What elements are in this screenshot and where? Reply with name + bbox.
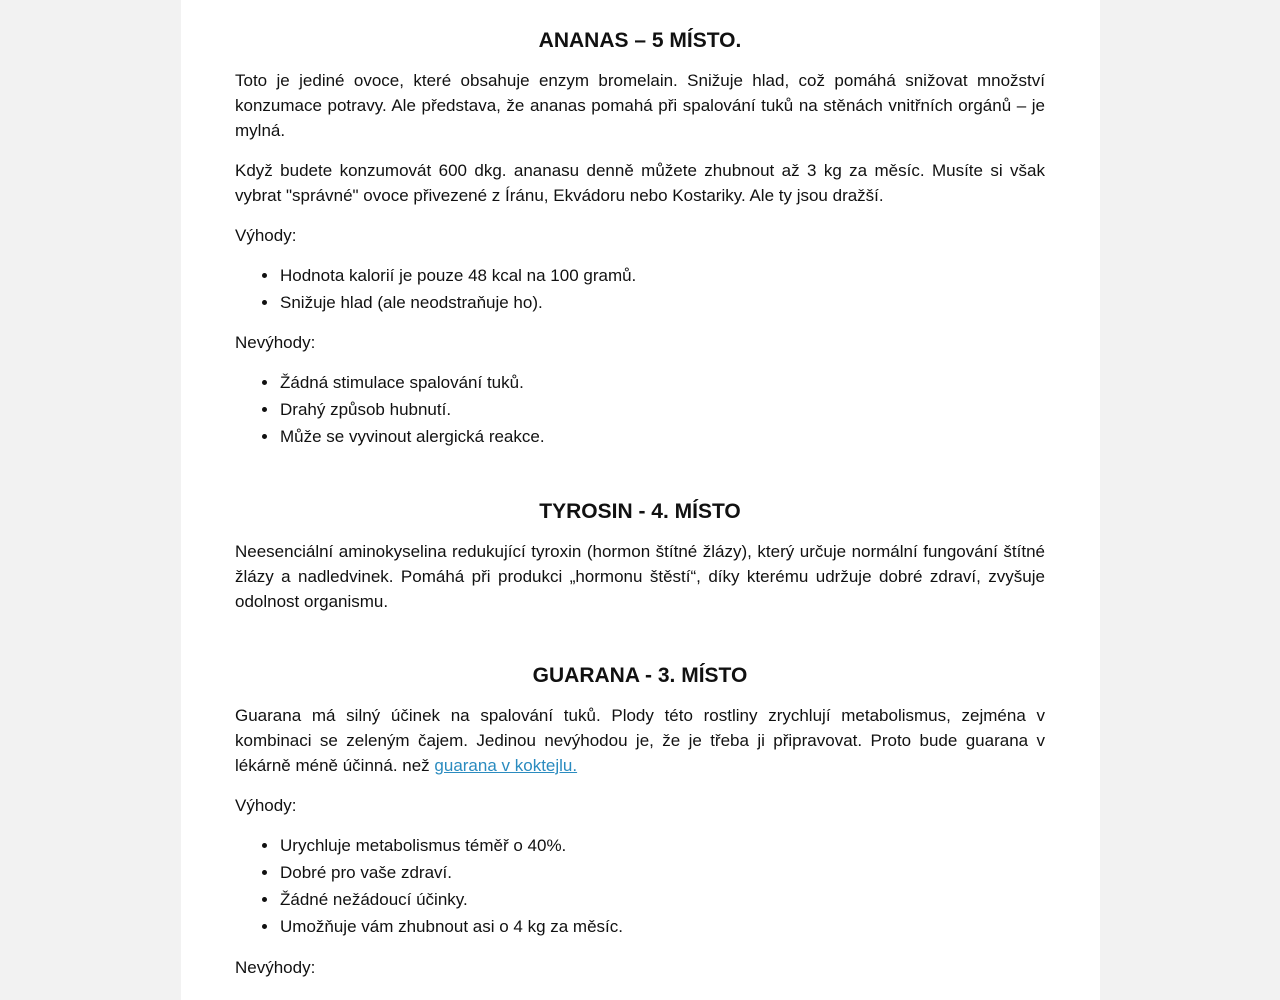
list-item: Urychluje metabolismus téměř o 40%. (280, 832, 1045, 859)
paragraph-guarana-1 (235, 703, 1045, 778)
list-item: Snižuje hlad (ale neodstraňuje ho). (280, 289, 1045, 316)
paragraph-ananas-2: Když budete konzumovát 600 dkg. ananasu denně můžete zhubnout až 3 kg za měsíc. Musíte si však vybrat "správné" ovoce přivezené z Íránu, Ekvádoru nebo Kostariky. Ale ty jsou dražší. (235, 161, 1045, 205)
pros-list-ananas (235, 262, 1045, 316)
section-title-ananas: ANANAS – 5 MÍSTO. (538, 29, 742, 52)
list-item: Žádná stimulace spalování tuků. (280, 369, 1045, 396)
list-item: Může se vyvinout alergická reakce. (280, 423, 1045, 450)
list-item: Žádné nežádoucí účinky. (280, 886, 1045, 913)
section-title-guarana: GUARANA - 3. MÍSTO (532, 664, 748, 687)
section-title-tyrosin: TYROSIN - 4. MÍSTO (539, 500, 741, 523)
pros-label-ananas: Výhody: (235, 226, 297, 245)
paragraph-tyrosin-1: Neesenciální aminokyselina redukující tyroxin (hormon štítné žlázy), který určuje normální fungování štítné žlázy a nadledvinek. Pomáhá při produkci „hormonu štěstí“, díky kterému udržuje dobré zdraví, zvyšuje odolnost organismu. (235, 542, 1045, 611)
paragraph-ananas-1: Toto je jediné ovoce, které obsahuje enzym bromelain. Snižuje hlad, což pomáhá snižovat množství konzumace potravy. Ale představa, že ananas pomahá při spalování tuků na stěnách vnitřních orgánů – je mylná. (235, 71, 1045, 140)
list-item: Drahý způsob hubnutí. (280, 396, 1045, 423)
pros-label-guarana: Výhody: (235, 796, 297, 815)
article-content (235, 0, 1045, 980)
paragraph-guarana-text: Guarana má silný účinek na spalování tuků. Plody této rostliny zrychlují metabolismus, zejména v kombinaci se zeleným čajem. Jedinou nevýhodou je, že je třeba ji připravovat. Proto bude guarana v lékárně méně účinná. než (235, 706, 1045, 775)
pros-list-guarana (235, 832, 1045, 940)
cons-label-guarana: Nevýhody: (235, 958, 316, 977)
cons-label-ananas: Nevýhody: (235, 333, 316, 352)
list-item: Hodnota kalorií je pouze 48 kcal na 100 gramů. (280, 262, 1045, 289)
cons-list-ananas (235, 369, 1045, 450)
list-item: Umožňuje vám zhubnout asi o 4 kg za měsíc. (280, 913, 1045, 940)
page-container (181, 0, 1100, 1000)
list-item: Dobré pro vaše zdraví. (280, 859, 1045, 886)
guarana-cocktail-link[interactable]: guarana v koktejlu. (434, 756, 578, 775)
